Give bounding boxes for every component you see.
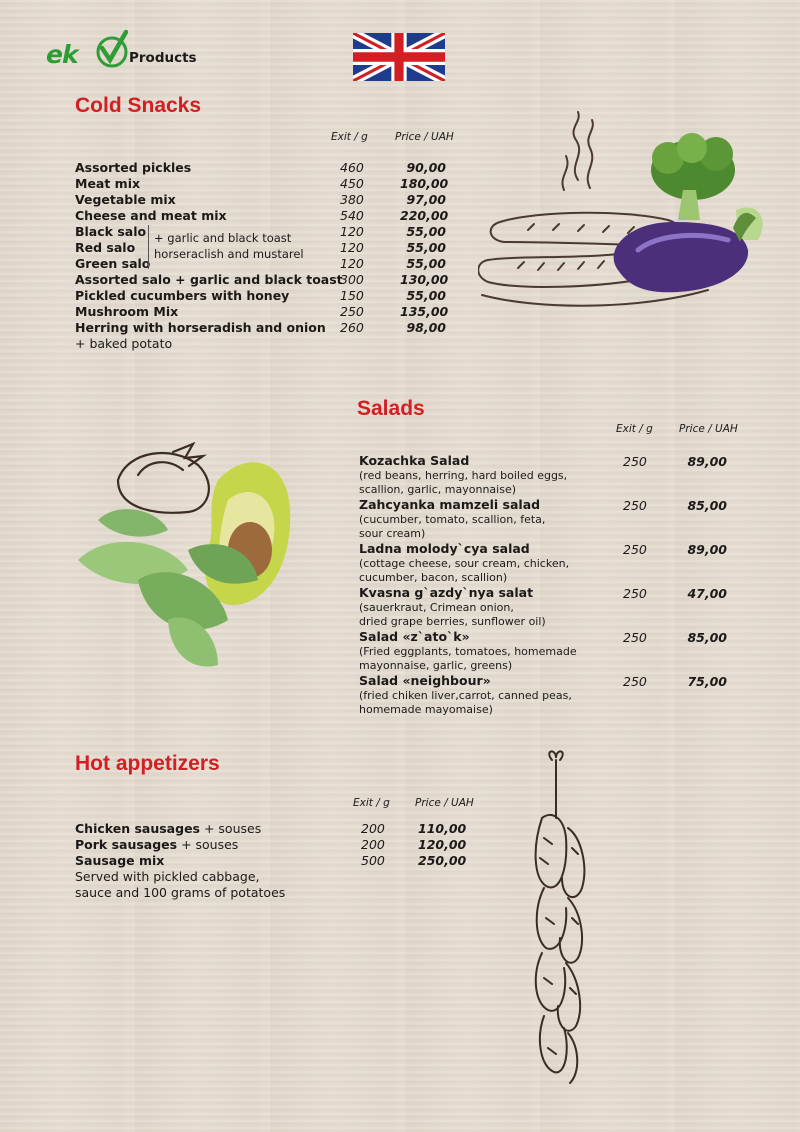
menu-item-name: Herring with horseradish and onion	[75, 320, 326, 335]
price-value: 120,00	[418, 837, 467, 852]
salad-description: sour cream)	[359, 527, 426, 540]
salads-list	[359, 453, 779, 717]
price-value: 55,00	[406, 256, 446, 271]
salad-name: Kozachka Salad	[359, 453, 470, 468]
salads-price-header: Price / UAH	[679, 423, 738, 435]
menu-item-name: Sausage mix	[75, 853, 165, 868]
price-value: 180,00	[400, 176, 449, 191]
cold-snacks-exits	[340, 160, 364, 336]
menu-item-name: Red salo	[75, 240, 136, 255]
menu-item-name: Black salo	[75, 224, 147, 239]
price-value: 110,00	[418, 821, 467, 836]
exit-value: 300	[340, 272, 364, 287]
salad-description: (red beans, herring, hard boiled eggs,	[359, 469, 568, 482]
cold-snacks-exit-header: Exit / g	[331, 131, 368, 143]
exit-value: 250	[623, 586, 647, 601]
salad-description: (cottage cheese, sour cream, chicken,	[359, 557, 570, 570]
menu-item-name: Pickled cucumbers with honey	[75, 288, 290, 303]
salad-name: Salad «neighbour»	[359, 673, 491, 688]
salad-description: dried grape berries, sunflower oil)	[359, 615, 546, 628]
price-value: 135,00	[400, 304, 449, 319]
price-value: 47,00	[687, 586, 727, 601]
exit-value: 500	[361, 853, 385, 868]
exit-value: 260	[340, 320, 364, 335]
price-value: 89,00	[687, 454, 727, 469]
salo-note-2: horseraclish and mustarel	[154, 247, 304, 261]
exit-value: 120	[340, 224, 364, 239]
salad-item	[359, 453, 779, 497]
exit-value: 250	[623, 454, 647, 469]
menu-item-name: Pork sausages	[75, 837, 178, 852]
cold-snacks-price-header: Price / UAH	[395, 131, 454, 143]
salad-name: Salad «z`ato`k»	[359, 629, 470, 644]
hot-appetizers-exits	[361, 821, 385, 869]
menu-item-name: Mushroom Mix	[75, 304, 179, 319]
exit-value: 250	[340, 304, 364, 319]
salad-item	[359, 585, 779, 629]
salad-item	[359, 497, 779, 541]
salo-note-1: + garlic and black toast	[154, 231, 292, 245]
menu-item-name: Assorted pickles	[75, 160, 192, 175]
exit-value: 150	[340, 288, 364, 303]
avocado-basil-illustration	[78, 440, 310, 680]
price-value: 98,00	[406, 320, 446, 335]
logo-text: ek	[46, 40, 78, 69]
price-value: 250,00	[418, 853, 467, 868]
salad-item	[359, 629, 779, 673]
price-value: 220,00	[400, 208, 449, 223]
salads-title: Salads	[357, 397, 425, 420]
price-value: 55,00	[406, 240, 446, 255]
hot-appetizers-prices	[418, 821, 466, 869]
price-value: 55,00	[406, 288, 446, 303]
exit-value: 540	[340, 208, 364, 223]
price-value: 130,00	[400, 272, 449, 287]
menu-item-note: sauce and 100 grams of potatoes	[75, 885, 286, 900]
salads-exit-header: Exit / g	[616, 423, 653, 435]
price-value: 89,00	[687, 542, 727, 557]
hot-appetizers-title: Hot appetizers	[75, 752, 220, 775]
salad-item	[359, 673, 779, 717]
price-value: 85,00	[687, 498, 727, 513]
menu-item-extra: + souses	[200, 821, 262, 836]
salad-description: scallion, garlic, mayonnaise)	[359, 483, 517, 496]
menu-item-note: Served with pickled cabbage,	[75, 869, 260, 884]
cold-snacks-prices	[400, 160, 449, 336]
menu-item-name: Chicken sausages	[75, 821, 200, 836]
salad-description: (sauerkraut, Crimean onion,	[359, 601, 514, 614]
exit-value: 380	[340, 192, 364, 207]
hot-appetizers-exit-header: Exit / g	[353, 797, 390, 809]
price-value: 85,00	[687, 630, 727, 645]
salad-description: (cucumber, tomato, scallion, feta,	[359, 513, 546, 526]
menu-item-extra: + souses	[177, 837, 239, 852]
price-value: 55,00	[406, 224, 446, 239]
exit-value: 120	[340, 256, 364, 271]
header-title: Products	[129, 50, 197, 66]
salad-name: Ladna molody`cya salad	[359, 541, 530, 556]
menu-item-name: Cheese and meat mix	[75, 208, 227, 223]
exit-value: 250	[623, 630, 647, 645]
hot-appetizers-names	[75, 821, 285, 901]
uk-flag-icon[interactable]	[353, 33, 445, 81]
exit-value: 120	[340, 240, 364, 255]
salad-item	[359, 541, 779, 585]
menu-item-extra: + baked potato	[75, 336, 173, 351]
salad-name: Zahcyanka mamzeli salad	[359, 497, 541, 512]
menu-item-name: Assorted salo + garlic and black toast	[75, 272, 343, 287]
price-value: 75,00	[687, 674, 727, 689]
exit-value: 200	[361, 837, 385, 852]
exit-value: 450	[340, 176, 364, 191]
hot-appetizers-price-header: Price / UAH	[415, 797, 474, 809]
eko-logo-check-icon	[46, 28, 128, 74]
sausages-vegetables-illustration	[478, 110, 778, 315]
exit-value: 250	[623, 674, 647, 689]
salad-description: (fried chiken liver,carrot, canned peas,	[359, 689, 572, 702]
salo-bracket	[148, 225, 150, 269]
menu-item-name: Meat mix	[75, 176, 141, 191]
salad-description: (Fried eggplants, tomatoes, homemade	[359, 645, 577, 658]
hanging-sausages-illustration	[522, 748, 602, 1088]
salad-description: cucumber, bacon, scallion)	[359, 571, 508, 584]
price-value: 90,00	[406, 160, 446, 175]
salad-name: Kvasna g`azdy`nya salat	[359, 585, 534, 600]
exit-value: 200	[361, 821, 385, 836]
exit-value: 250	[623, 542, 647, 557]
exit-value: 250	[623, 498, 647, 513]
cold-snacks-title: Cold Snacks	[75, 94, 202, 117]
salad-description: homemade mayomaise)	[359, 703, 493, 716]
menu-item-name: Green salo	[75, 256, 151, 271]
salad-description: mayonnaise, garlic, greens)	[359, 659, 513, 672]
menu-item-name: Vegetable mix	[75, 192, 176, 207]
price-value: 97,00	[406, 192, 446, 207]
exit-value: 460	[340, 160, 364, 175]
